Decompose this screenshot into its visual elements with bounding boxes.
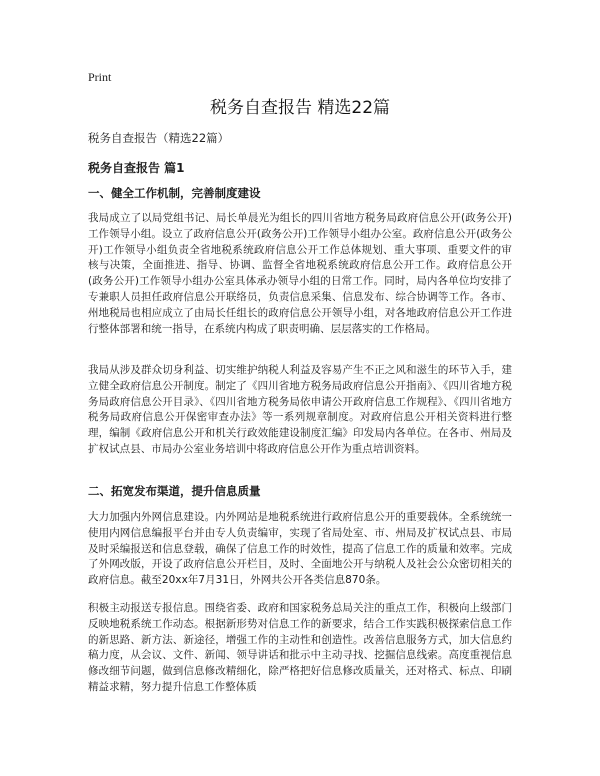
document-subtitle: 税务自查报告（精选22篇） (88, 131, 230, 145)
page-title: 税务自查报告 精选22篇 (209, 98, 391, 118)
section-heading-1: 一、健全工作机制，完善制度建设 (88, 186, 261, 200)
paragraph-2-2: 积极主动报送专报信息。围绕省委、政府和国家税务总局关注的重点工作，积极向上级部门反映地税系统工作动态。根据新形势对信息工作的新要求，结合工作实践积极探索信息工作的新思路、新方法、新途径，增强工作的主动性和创造性。改善信息服务方式，加大信息约稿力度，从会议、文件、新闻、领导讲话和批示中主动寻找、挖掘信息线索。高度重视信息修改细节问题，做到信息修改精细化，除严格把好信息修改质量关，还对格式、标点、印刷精益求精，努力提升信息工作整体质 (88, 602, 512, 693)
paragraph-1-1: 我局成立了以局党组书记、局长单晨光为组长的四川省地方税务局政府信息公开(政务公开)工作领导小组。设立了政府信息公开(政务公开)工作领导小组办公室。政府信息公开(政务公开)工作领导小组负责全省地税系统政府信息公开工作总体规划、重大事项、重要文件的审核与决策，全面推进、指导、协调、监督全省地税系统政府信息公开工作。政府信息公开(政务公开)工作领导小组办公室具体承办领导小组的日常工作。同时，局内各单位均安排了专兼职人员担任政府信息公开联络员，负责信息采集、信息发布、综合协调等工作。各市、州地税局也相应成立了由局长任组长的政府信息公开领导小组，对各地政府信息公开工作进行整体部署和统一指导，在系统内构成了职责明确、层层落实的工作格局。 (88, 212, 512, 335)
paragraph-1-2: 我局从涉及群众切身利益、切实维护纳税人利益及容易产生不正之风和滋生的环节入手，建立健全政府信息公开制度。制定了《四川省地方税务局政府信息公开指南》、《四川省地方税务局政府信息公开目录》、《四川省地方税务局依申请公开政府信息工作规程》、《四川省地方税务局政府信息公开保密审查办法》等一系列规章制度。对政府信息公开相关资料进行整理，编制《政府信息公开和机关行政效能建设制度汇编》印发局内各单位。在各市、州局及扩权试点县、市局办公室业务培训中将政府信息公开作为重点培训资料。 (88, 364, 512, 455)
print-link[interactable]: Print (88, 70, 112, 84)
article-heading: 税务自查报告 篇1 (88, 161, 185, 175)
section-heading-2: 二、拓宽发布渠道，提升信息质量 (88, 484, 261, 498)
paragraph-2-1: 大力加强内外网信息建设。内外网站是地税系统进行政府信息公开的重要载体。全系统统一使用内网信息编报平台并由专人负责编审，实现了省局处室、市、州局及扩权试点县、市局及时采编报送和信息登载，确保了信息工作的时效性，提高了信息工作的质量和效率。完成了外网改版，开设了政府信息公开栏目，及时、全面地公开与纳税人及社会公众密切相关的政府信息。截至20xx年7月31日，外网共公开各类信息870条。 (88, 511, 512, 587)
